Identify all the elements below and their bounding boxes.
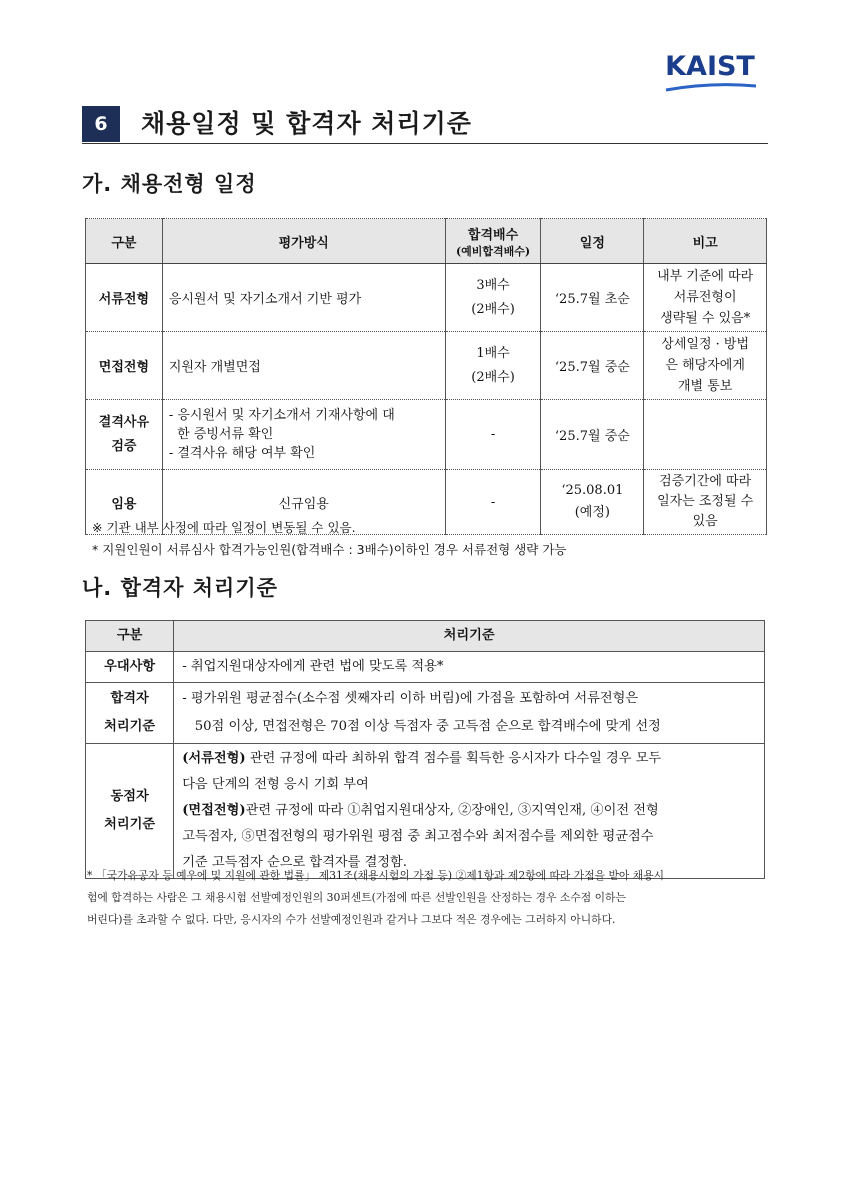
row-note	[644, 264, 767, 332]
int-text: 관련 규정에 따라 ①취업지원대상자, ②장애인, ③지역인재, ④이전 전형	[245, 803, 659, 818]
category-line: 처리기준	[104, 817, 156, 832]
method-line: 한 증빙서류 확인	[168, 427, 274, 442]
text-line: 기준 고득점자 순으로 합격자를 결정함.	[182, 855, 407, 870]
header-ratio	[445, 219, 541, 264]
text-line	[182, 746, 760, 772]
row-ratio: -	[445, 470, 541, 535]
table-row	[86, 264, 767, 332]
row-text	[174, 683, 765, 744]
ratio-value: 3배수	[476, 277, 510, 293]
footnote-line: 험에 합격하는 사람은 그 채용시험 선발예정인원의 30퍼센트(가점에 따른 선발인원을 산정하는 경우 소수점 이하는	[87, 891, 626, 904]
logo-text: KAIST	[665, 51, 755, 82]
row-category	[86, 744, 174, 879]
section-number: 6	[82, 106, 120, 142]
schedule-header-row	[86, 219, 767, 264]
int-label: (면접전형)	[182, 803, 246, 818]
doc-text: 관련 규정에 따라 최하위 합격 점수를 획득한 응시자가 다수일 경우 모두	[245, 751, 662, 766]
schedule-table	[85, 218, 767, 535]
row-ratio	[445, 264, 541, 332]
footnote-line: 버린다)를 초과할 수 없다. 다만, 응시자의 수가 선발예정인원과 같거나 그보다 적은 경우에는 그러하지 아니하다.	[87, 913, 616, 926]
table-row	[86, 683, 765, 744]
header-date: 일정	[541, 219, 644, 264]
note-line: 상세일정 · 방법	[661, 337, 750, 352]
row-ratio	[445, 332, 541, 400]
category-line: 동점자	[110, 789, 149, 804]
row-date: ‘25.7월 초순	[541, 264, 644, 332]
row-category	[86, 683, 174, 744]
note-line: 일자는 조정될 수	[657, 494, 754, 509]
note-line: 서류전형이	[673, 290, 737, 305]
schedule-heading: 가. 채용전형 일정	[82, 172, 257, 196]
doc-label: (서류전형)	[182, 751, 246, 766]
header-note: 비고	[644, 219, 767, 264]
ratio-value: 1배수	[476, 345, 510, 361]
logo-swoosh-icon	[664, 82, 758, 92]
date-value: ‘25.08.01	[561, 483, 624, 498]
schedule-note: * 지원인원이 서류심사 합격가능인원(합격배수 : 3배수)이하인 경우 서류전형 생략 가능	[92, 542, 567, 557]
method-line: - 응시원서 및 자기소개서 기재사항에 대	[168, 408, 395, 423]
row-date: ‘25.7월 중순	[541, 400, 644, 470]
category-line: 검증	[111, 438, 137, 454]
row-date: ‘25.7월 중순	[541, 332, 644, 400]
row-note	[644, 400, 767, 470]
kaist-logo	[662, 52, 758, 92]
row-text	[174, 744, 765, 879]
header-ratio-bottom: (예비합격배수)	[455, 244, 531, 258]
text-line: 고득점자, ⑤면접전형의 평가위원 평점 중 최고점수와 최저점수를 제외한 평균점수	[182, 829, 654, 844]
row-text: - 취업지원대상자에게 관련 법에 맞도록 적용*	[174, 652, 765, 683]
method-line: - 결격사유 해당 여부 확인	[168, 446, 316, 461]
note-line: 생략될 수 있음*	[660, 311, 751, 326]
category-line: 합격자	[110, 691, 149, 706]
date-sub: (예정)	[574, 505, 610, 520]
table-row	[86, 744, 765, 879]
row-date	[541, 470, 644, 535]
text-line: 다음 단계의 전형 응시 기회 부여	[182, 777, 369, 792]
category-line: 처리기준	[104, 719, 156, 734]
section-title: 채용일정 및 합격자 처리기준	[141, 109, 472, 138]
table-row	[86, 400, 767, 470]
row-category: 면접전형	[86, 332, 163, 400]
table-row	[86, 332, 767, 400]
header-criteria: 처리기준	[174, 621, 765, 652]
ratio-reserve: (2배수)	[471, 301, 515, 317]
ratio-reserve: (2배수)	[471, 369, 515, 385]
row-method: 지원자 개별면접	[162, 332, 445, 400]
category-line: 결격사유	[98, 414, 150, 430]
criteria-table	[85, 620, 765, 879]
note-line: 있음	[692, 514, 718, 529]
footnote-line: * 「국가유공자 등 예우에 및 지원에 관한 법률」 제31조(채용시험의 가점 등) ②제1항과 제2항에 따라 가점을 받아 채용시	[87, 869, 665, 882]
criteria-heading: 나. 합격자 처리기준	[82, 576, 278, 600]
text-line	[182, 798, 760, 824]
row-category: 서류전형	[86, 264, 163, 332]
row-note	[644, 470, 767, 535]
note-line: 검증기간에 따라	[659, 474, 752, 489]
note-line: 은 해당자에게	[665, 358, 745, 373]
note-line: 내부 기준에 따라	[657, 269, 754, 284]
criteria-header-row	[86, 621, 765, 652]
header-category: 구분	[86, 219, 163, 264]
note-line: 개별 통보	[677, 379, 733, 394]
row-ratio: -	[445, 400, 541, 470]
header-category: 구분	[86, 621, 174, 652]
text-line: - 평가위원 평균점수(소수점 셋째자리 이하 버림)에 가점을 포함하여 서류전형은	[182, 691, 639, 706]
header-ratio-top: 합격배수	[467, 227, 519, 243]
header-method: 평가방식	[162, 219, 445, 264]
row-category: 임용	[86, 470, 163, 535]
row-method: 응시원서 및 자기소개서 기반 평가	[162, 264, 445, 332]
footnote	[87, 865, 767, 931]
text-line: 50점 이상, 면접전형은 70점 이상 득점자 중 고득점 순으로 합격배수에 맞게 선정	[182, 719, 661, 734]
section-divider	[82, 143, 768, 144]
row-category: 우대사항	[86, 652, 174, 683]
schedule-note: ※ 기관 내부 사정에 따라 일정이 변동될 수 있음.	[92, 520, 356, 535]
row-note	[644, 332, 767, 400]
row-category	[86, 400, 163, 470]
row-method	[162, 400, 445, 470]
table-row	[86, 652, 765, 683]
row-method: 신규임용	[162, 470, 445, 535]
